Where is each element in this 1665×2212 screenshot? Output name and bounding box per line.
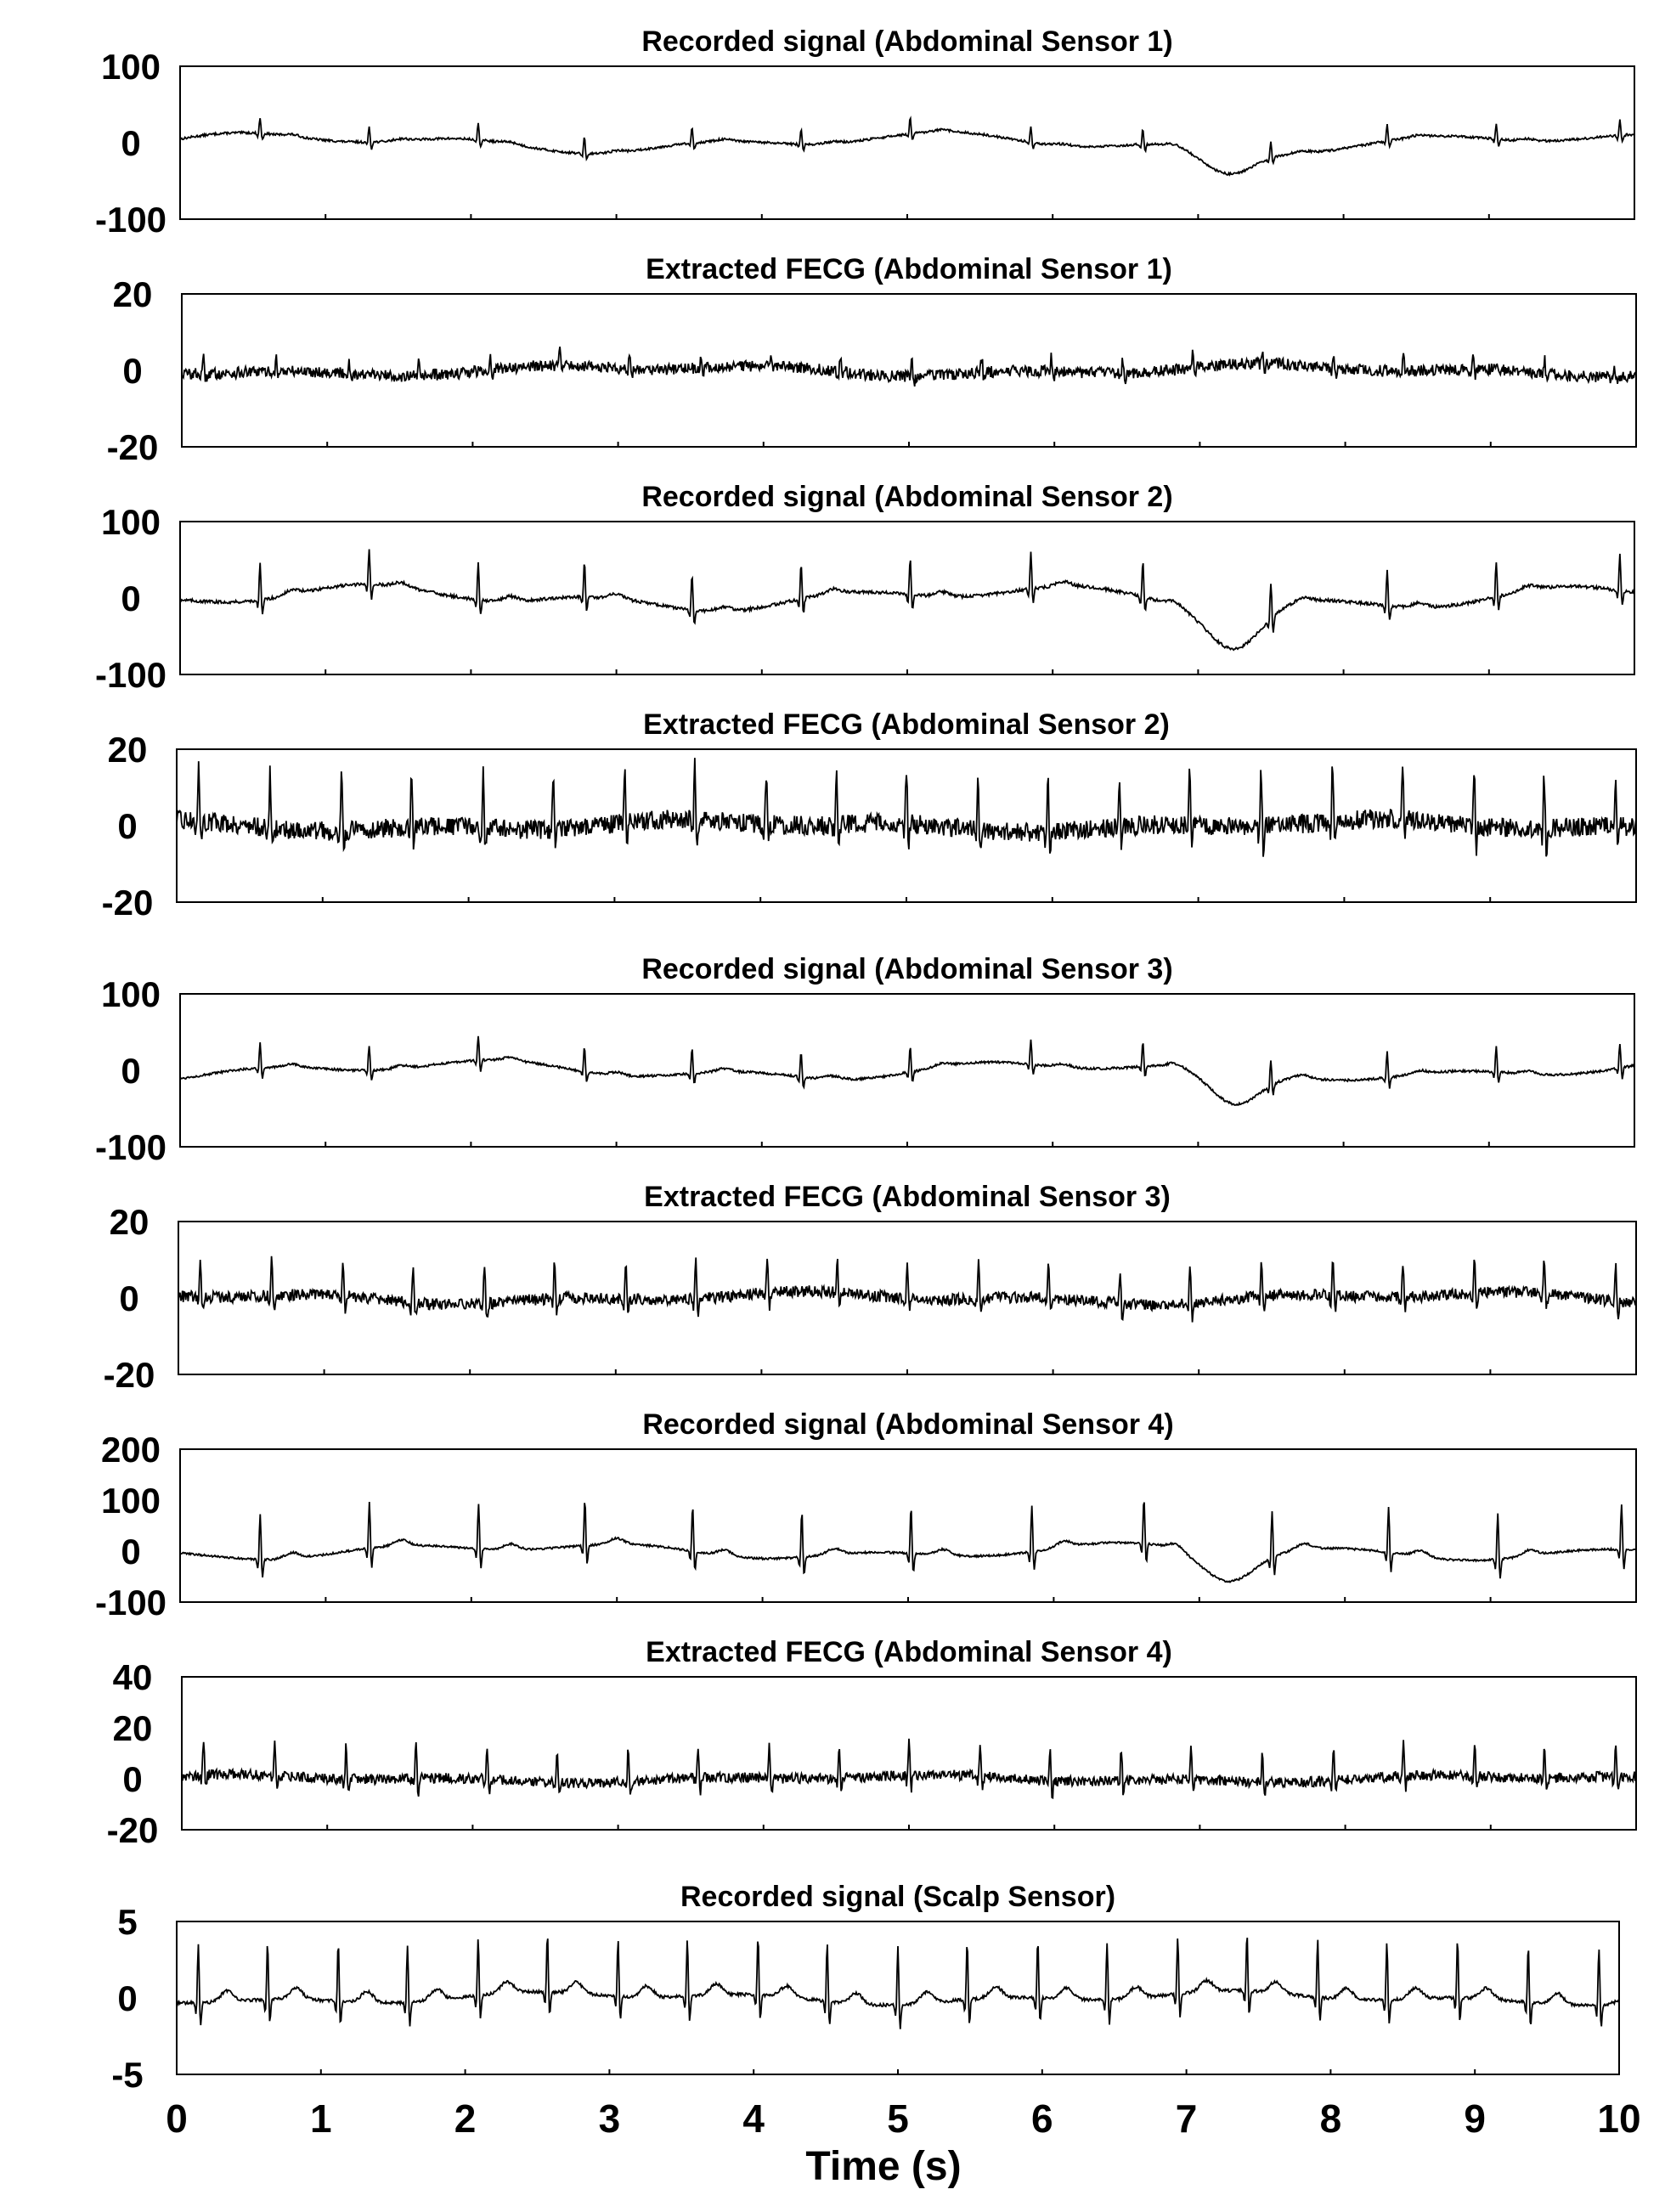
chart-panel [107,1636,1636,1850]
x-tick-label: 4 [742,2096,765,2141]
panel-title: Recorded signal (Abdominal Sensor 2) [641,481,1173,513]
y-tick-label: 0 [122,1759,143,1799]
y-tick-label: -20 [101,883,154,923]
x-tick-label: 2 [454,2096,477,2141]
panel-title: Recorded signal (Abdominal Sensor 1) [641,25,1173,58]
y-tick-label: -100 [94,1583,167,1622]
panel-title: Extracted FECG (Abdominal Sensor 2) [643,708,1170,741]
y-tick-label: 0 [121,1532,141,1572]
chart-panel [95,481,1634,695]
y-tick-label: 20 [107,730,148,770]
y-tick-label: 0 [121,578,141,618]
chart-panel [95,1408,1636,1622]
x-tick-label: 0 [166,2096,188,2141]
x-tick-label: 3 [598,2096,621,2141]
shared-time-axis [166,2096,1640,2141]
y-tick-label: 100 [100,974,161,1014]
chart-panel [95,953,1634,1167]
x-tick-label: 7 [1175,2096,1198,2141]
y-tick-label: 100 [100,502,161,542]
y-tick-label: -20 [103,1355,155,1395]
signal-trace [177,1938,1619,2029]
y-tick-label: -100 [94,200,167,240]
chart-panels [95,25,1636,2095]
y-tick-label: -20 [106,1810,159,1850]
y-tick-label: 0 [117,806,138,846]
signal-trace [180,1036,1634,1105]
chart-panel [102,708,1636,923]
y-tick-label: 5 [117,1902,138,1942]
y-tick-label: 40 [112,1657,153,1697]
panel-title: Recorded signal (Abdominal Sensor 4) [642,1408,1174,1441]
x-tick-label: 8 [1319,2096,1342,2141]
signal-trace [180,118,1634,175]
y-tick-label: -5 [111,2055,144,2095]
y-tick-label: 0 [121,123,141,163]
signal-trace [182,1739,1636,1798]
panel-title: Extracted FECG (Abdominal Sensor 1) [646,253,1172,285]
chart-panel [107,253,1636,467]
plot-frame [180,66,1634,219]
chart-panel [111,1881,1619,2095]
signal-trace [180,550,1634,651]
y-tick-label: 0 [121,1051,141,1091]
panel-title: Recorded signal (Scalp Sensor) [680,1881,1116,1913]
signal-trace [180,1502,1636,1583]
signal-trace [182,347,1636,387]
x-axis-label: Time (s) [805,2144,962,2189]
panel-title: Extracted FECG (Abdominal Sensor 3) [644,1181,1171,1213]
y-tick-label: -100 [94,1127,167,1167]
y-tick-label: 100 [100,47,161,87]
y-tick-label: -20 [106,427,159,467]
y-tick-label: 20 [109,1202,150,1242]
panel-title: Extracted FECG (Abdominal Sensor 4) [646,1636,1172,1668]
x-tick-label: 5 [887,2096,909,2141]
x-tick-label: 6 [1031,2096,1053,2141]
y-tick-label: 20 [112,274,153,314]
y-tick-label: 200 [100,1430,161,1470]
chart-panel [104,1181,1636,1395]
x-tick-label: 1 [310,2096,332,2141]
chart-panel [95,25,1634,240]
y-tick-label: 0 [122,351,143,391]
y-tick-label: 0 [117,1978,138,2018]
plot-frame [178,1222,1636,1374]
panel-title: Recorded signal (Abdominal Sensor 3) [641,953,1173,985]
y-tick-label: 100 [100,1481,161,1521]
y-tick-label: 20 [112,1708,153,1748]
signal-trace [177,758,1636,857]
signal-trace [178,1256,1636,1323]
y-tick-label: 0 [119,1278,139,1318]
y-tick-label: -100 [94,655,167,695]
x-tick-label: 10 [1597,2096,1641,2141]
plot-frame [180,1449,1636,1602]
x-tick-label: 9 [1464,2096,1486,2141]
